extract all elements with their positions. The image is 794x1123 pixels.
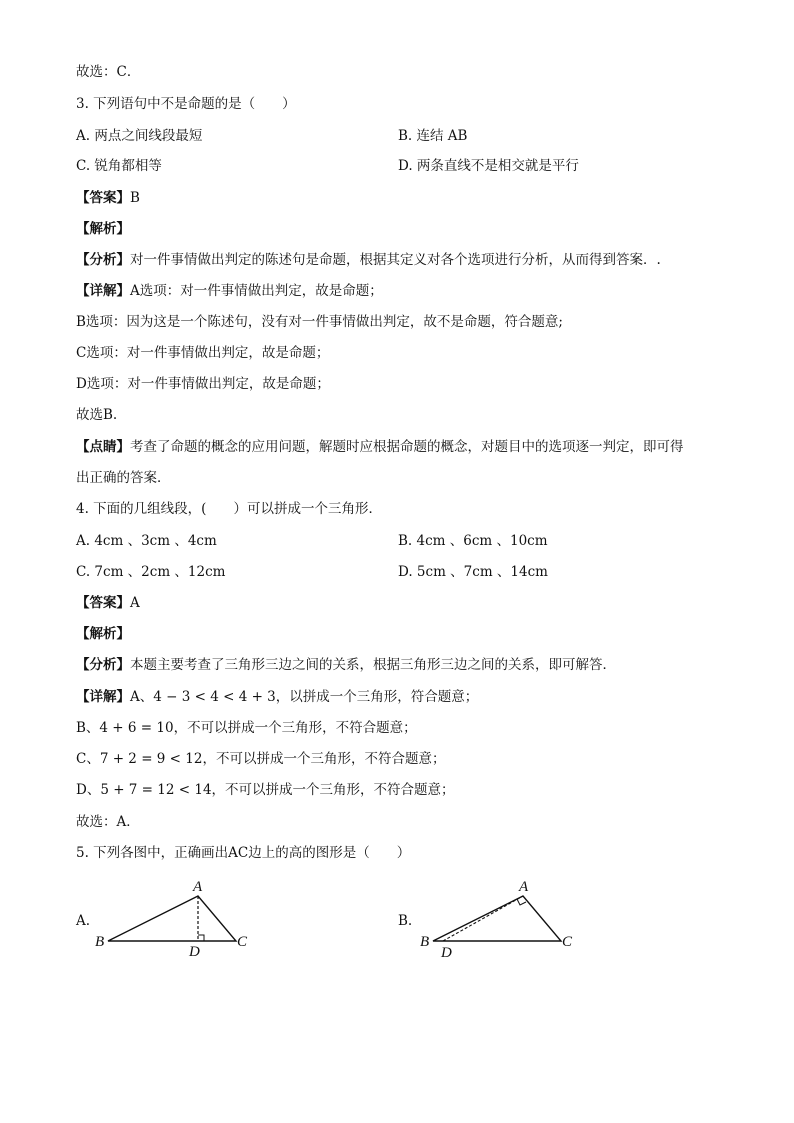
q3-answer: B xyxy=(130,190,140,206)
q4-conclusion: 故选：A． xyxy=(76,814,140,830)
analysis-tag: 【分析】 xyxy=(76,657,130,673)
vertex-d: D xyxy=(441,945,452,961)
q3-option-c: C. 锐角都相等 xyxy=(76,158,162,174)
q3-answer-line xyxy=(76,189,140,207)
q4-detail-d: D、5 + 7 = 12 < 14，不可以拼成一个三角形，不符合题意； xyxy=(76,782,455,798)
q5-figure-a xyxy=(90,872,260,962)
q3-detail-line xyxy=(76,282,383,300)
q4-option-a: A. 4cm 、3cm 、4cm xyxy=(76,533,217,549)
q4-analysis-line xyxy=(76,656,616,674)
q4-answer: A xyxy=(130,595,140,611)
q3-detail-a: A选项：对一件事情做出判定，故是命题； xyxy=(130,283,383,299)
answer-tag: 【答案】 xyxy=(76,190,130,206)
q3-analysis-line xyxy=(76,251,661,269)
q3-explain-tag: 【解析】 xyxy=(76,221,130,237)
q5-figure-a-label: A. xyxy=(76,913,91,929)
q3-comment-line xyxy=(76,438,684,456)
analysis-tag: 【分析】 xyxy=(76,252,130,268)
detail-tag: 【详解】 xyxy=(76,689,130,705)
q5-figure-b-label: B. xyxy=(398,913,413,929)
q3-stem: 3. 下列语句中不是命题的是（ ） xyxy=(76,96,296,112)
q4-explain-tag: 【解析】 xyxy=(76,626,130,642)
vertex-b: B xyxy=(95,934,105,950)
q4-answer-line xyxy=(76,594,140,612)
q3-comment-2: 出正确的答案． xyxy=(76,470,171,486)
q3-detail-d: D选项：对一件事情做出判定，故是命题； xyxy=(76,376,330,392)
q3-conclusion: 故选B. xyxy=(76,407,118,423)
q4-detail-a: A、4 − 3 < 4 < 4 + 3，以拼成一个三角形，符合题意； xyxy=(130,689,479,705)
vertex-b: B xyxy=(420,934,430,950)
detail-tag: 【详解】 xyxy=(76,283,130,299)
q4-detail-line xyxy=(76,688,478,706)
triangle-abc xyxy=(433,896,561,941)
previous-conclusion: 故选：C． xyxy=(76,64,141,80)
right-angle-mark xyxy=(198,935,204,941)
right-angle-mark xyxy=(517,899,526,905)
vertex-c: C xyxy=(562,934,573,950)
vertex-c: C xyxy=(237,934,248,950)
q3-detail-c: C选项：对一件事情做出判定，故是命题； xyxy=(76,345,330,361)
q3-analysis: 对一件事情做出判定的陈述句是命题，根据其定义对各个选项进行分析，从而得到答案．. xyxy=(130,252,661,268)
q4-option-b: B. 4cm 、6cm 、10cm xyxy=(398,533,548,549)
q3-option-a: A. 两点之间线段最短 xyxy=(76,128,203,144)
answer-tag: 【答案】 xyxy=(76,595,130,611)
comment-tag: 【点睛】 xyxy=(76,439,130,455)
q3-comment-1: 考查了命题的概念的应用问题，解题时应根据命题的概念，对题目中的选项逐一判定，即可得 xyxy=(130,439,684,455)
vertex-d: D xyxy=(189,944,200,960)
q3-option-b: B. 连结 AB xyxy=(398,128,468,144)
q4-analysis: 本题主要考查了三角形三边之间的关系，根据三角形三边之间的关系，即可解答． xyxy=(130,657,616,673)
vertex-a: A xyxy=(519,879,529,895)
q4-option-d: D. 5cm 、7cm 、14cm xyxy=(398,564,548,580)
triangle-abc xyxy=(108,896,236,941)
q5-stem: 5. 下列各图中，正确画出AC边上的高的图形是（ ） xyxy=(76,845,411,861)
vertex-a: A xyxy=(193,879,203,895)
q4-option-c: C. 7cm 、2cm 、12cm xyxy=(76,564,226,580)
q4-detail-b: B、4 + 6 = 10，不可以拼成一个三角形，不符合题意； xyxy=(76,720,417,736)
q5-figure-b xyxy=(415,872,585,962)
q4-detail-c: C、7 + 2 = 9 < 12，不可以拼成一个三角形，不符合题意； xyxy=(76,751,446,767)
q4-stem: 4. 下面的几组线段，( ）可以拼成一个三角形． xyxy=(76,501,382,517)
q3-option-d: D. 两条直线不是相交就是平行 xyxy=(398,158,579,174)
q3-detail-b: B选项：因为这是一个陈述句，没有对一件事情做出判定，故不是命题，符合题意; xyxy=(76,314,563,330)
